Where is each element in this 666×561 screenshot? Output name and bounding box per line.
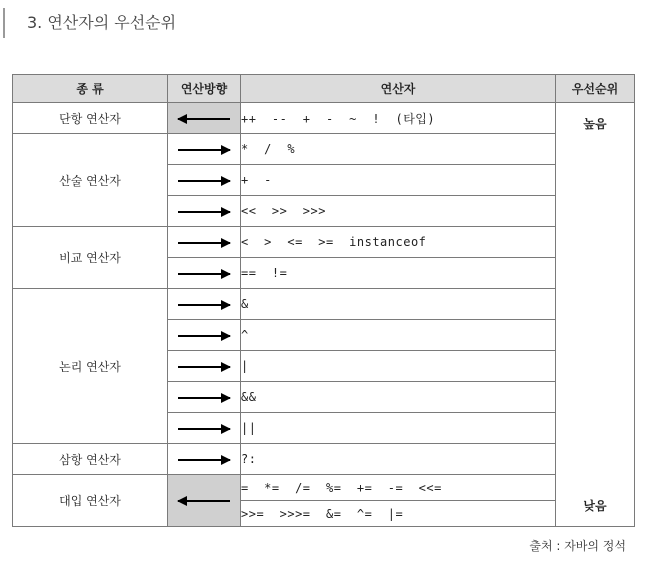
right-arrow-icon: [178, 393, 230, 403]
right-arrow-icon: [178, 424, 230, 434]
direction-cell: [168, 444, 241, 475]
operator-mult: * / %: [241, 134, 556, 165]
direction-cell: [168, 475, 241, 527]
operator-precedence-table: [12, 74, 635, 527]
table-row: [13, 444, 635, 475]
operator-bit-and: &: [241, 289, 556, 320]
right-arrow-icon: [178, 269, 230, 279]
right-arrow-icon: [178, 207, 230, 217]
operator-add: + -: [241, 165, 556, 196]
operator-bit-xor: ^: [241, 320, 556, 351]
operator-shift: << >> >>>: [241, 196, 556, 227]
operator-assign-line2: >>= >>>= &= ^= |=: [241, 501, 556, 527]
category-assignment: 대입 연산자: [13, 475, 168, 527]
table-row: [13, 227, 635, 258]
operator-ternary: ?:: [241, 444, 556, 475]
header-type: 종 류: [13, 75, 168, 103]
direction-cell: [168, 103, 241, 134]
direction-cell: [168, 258, 241, 289]
category-ternary: 삼항 연산자: [13, 444, 168, 475]
direction-cell: [168, 196, 241, 227]
header-direction: 연산방향: [168, 75, 241, 103]
category-arithmetic: 산술 연산자: [13, 134, 168, 227]
direction-cell: [168, 382, 241, 413]
table-row: [13, 103, 635, 134]
header-precedence: 우선순위: [556, 75, 635, 103]
category-comparison: 비교 연산자: [13, 227, 168, 289]
direction-cell: [168, 351, 241, 382]
left-arrow-icon: [178, 114, 230, 124]
right-arrow-icon: [178, 362, 230, 372]
right-arrow-icon: [178, 331, 230, 341]
right-arrow-icon: [178, 176, 230, 186]
operator-unary: ++ -- + - ~ ! (타입): [241, 103, 556, 134]
right-arrow-icon: [178, 145, 230, 155]
table-row: [13, 134, 635, 165]
page-title: 3. 연산자의 우선순위: [3, 8, 176, 38]
direction-cell: [168, 413, 241, 444]
direction-cell: [168, 289, 241, 320]
direction-cell: [168, 227, 241, 258]
precedence-column: [556, 103, 635, 527]
operator-relational: < > <= >= instanceof: [241, 227, 556, 258]
operator-bit-or: |: [241, 351, 556, 382]
operator-assign-line1: = *= /= %= += -= <<=: [241, 475, 556, 501]
right-arrow-icon: [178, 455, 230, 465]
operator-equality: == !=: [241, 258, 556, 289]
header-operator: 연산자: [241, 75, 556, 103]
direction-cell: [168, 320, 241, 351]
direction-cell: [168, 134, 241, 165]
table-row: [13, 475, 635, 501]
direction-cell: [168, 165, 241, 196]
operator-logic-and: &&: [241, 382, 556, 413]
right-arrow-icon: [178, 300, 230, 310]
category-logical: 논리 연산자: [13, 289, 168, 444]
precedence-high: 높음: [583, 117, 607, 131]
category-unary: 단항 연산자: [13, 103, 168, 134]
precedence-low: 낮음: [583, 499, 607, 513]
table-row: [13, 289, 635, 320]
left-arrow-icon: [178, 496, 230, 506]
right-arrow-icon: [178, 238, 230, 248]
table-header-row: [13, 75, 635, 103]
source-caption: 출처 : 자바의 정석: [529, 539, 626, 553]
operator-logic-or: ||: [241, 413, 556, 444]
